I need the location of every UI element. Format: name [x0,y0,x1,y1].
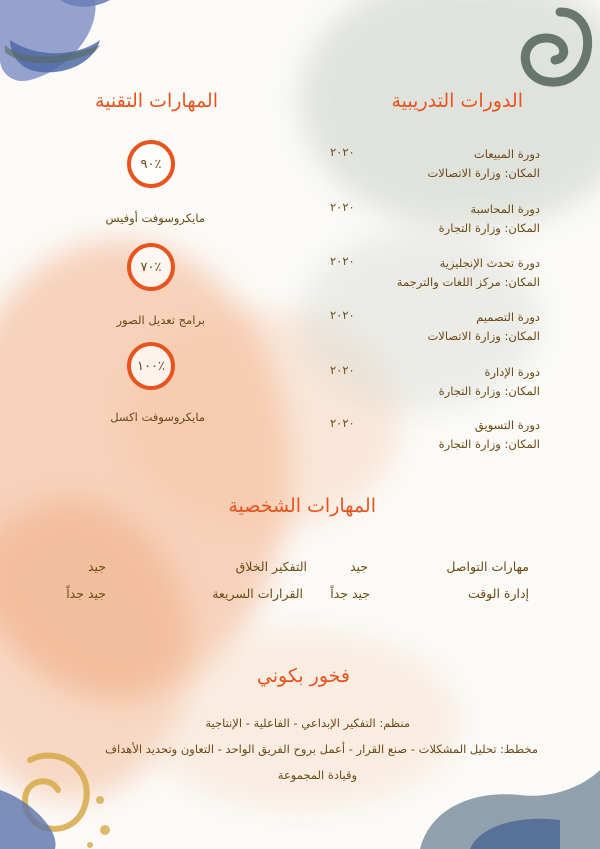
skill-percent: ٪٩٠ [140,156,162,172]
course-name: دورة المبيعات [473,147,540,161]
personal-skill-name: التفكير الخلاق [235,559,307,574]
course-year: ٢٠٢٠ [330,254,355,268]
course-place: المكان: وزارة التجارة [438,384,540,398]
course-item [330,145,540,183]
course-place: المكان: وزارة الاتصالات [427,166,540,180]
course-year: ٢٠٢٠ [330,200,355,214]
tech-skills-title: المهارات التقنية [94,90,218,112]
skill-label: مايكروسوفت اكسل [110,410,205,424]
proud-line: وقيادة المجموعة [277,768,357,782]
personal-skill-level: جيد جداً [330,586,370,601]
skill-percent-ring [127,140,175,188]
course-place: المكان: وزارة الاتصالات [427,329,540,343]
course-year: ٢٠٢٠ [330,363,355,377]
skill-percent-ring [127,243,175,291]
course-name: دورة التسويق [474,418,540,432]
course-item [330,416,540,454]
course-item [330,254,540,292]
course-year: ٢٠٢٠ [330,308,355,322]
course-name: دورة التصميم [476,310,540,324]
personal-skills-title: المهارات الشخصية [228,495,376,517]
course-name: دورة تحدث الإنجليزية [439,256,540,270]
proud-line: مخطط: تحليل المشكلات - صنع القرار - أعمل بروح الفريق الواحد - التعاون وتحديد الأهداف [105,742,538,756]
skill-percent: ٪٧٠ [140,259,162,275]
personal-skill-name: القرارات السريعة [212,586,303,601]
course-item [330,363,540,401]
personal-skill-name: مهارات التواصل [446,559,529,574]
personal-skill-level: جيد جداً [66,586,106,601]
personal-skill-name: إدارة الوقت [467,586,529,601]
proud-title: فخور بكوني [256,665,350,687]
personal-skill-level: جيد [87,559,106,574]
course-year: ٢٠٢٠ [330,416,355,430]
course-place: المكان: مركز اللغات والترجمة [396,275,540,289]
skill-percent: ٪١٠٠ [137,358,165,374]
course-name: دورة الإدارة [484,365,540,379]
course-name: دورة المحاسبة [470,202,540,216]
skill-label: برامج تعديل الصور [116,313,205,327]
skill-label: مايكروسوفت أوفيس [105,211,205,225]
course-place: المكان: وزارة التجارة [438,437,540,451]
course-place: المكان: وزارة التجارة [438,221,540,235]
skill-percent-ring [127,342,175,390]
proud-line: منظم: التفكير الإبداعي - الفاعلية - الإنتاجية [205,716,410,730]
course-year: ٢٠٢٠ [330,145,355,159]
courses-title: الدورات التدريبية [391,90,523,112]
personal-skill-level: جيد [349,559,368,574]
course-item [330,308,540,346]
course-item [330,200,540,238]
